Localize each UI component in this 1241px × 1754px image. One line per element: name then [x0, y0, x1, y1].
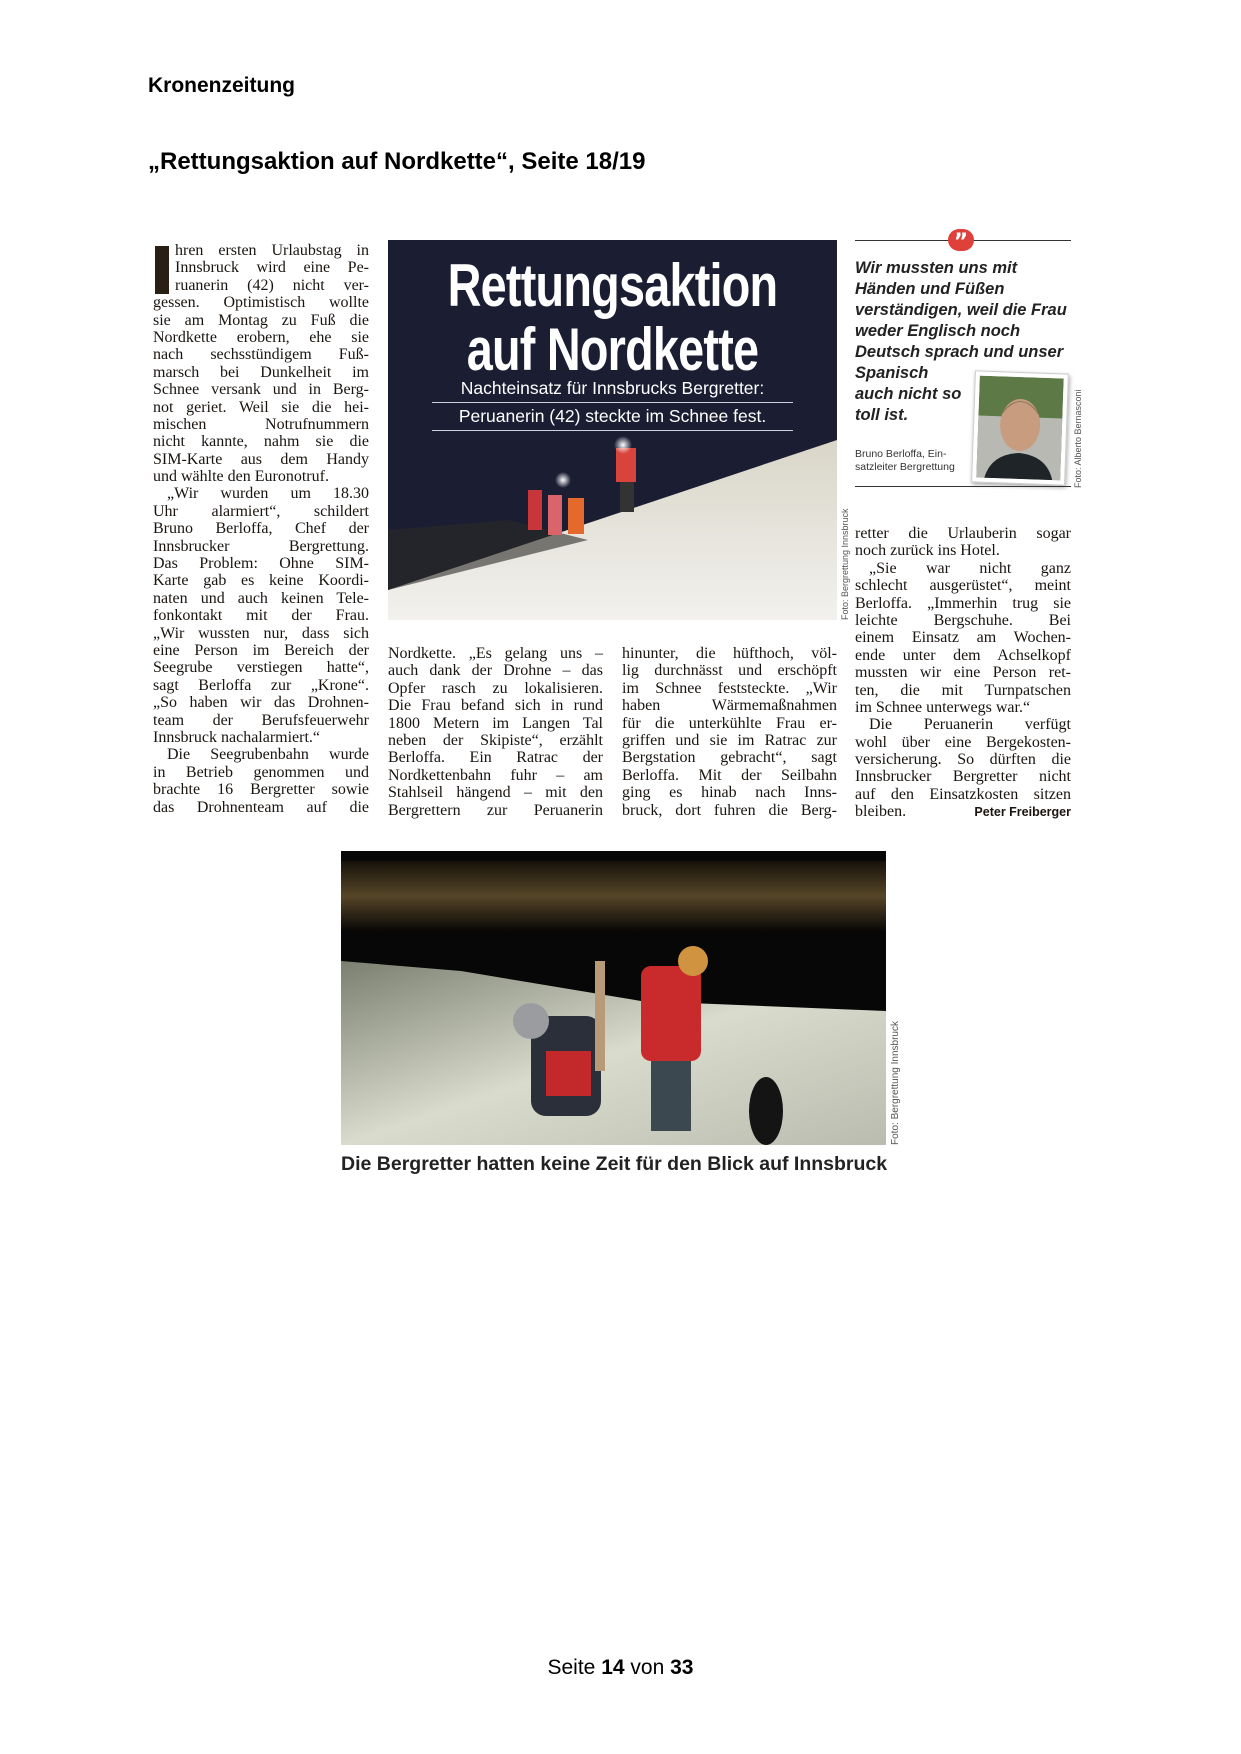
photo-caption: Die Bergretter hatten keine Zeit für den Blick auf Innsbruck: [341, 1153, 888, 1175]
text-line: und wählte den Euronotruf.: [153, 468, 329, 486]
text-line: nach sechsstündigem Fuß-: [153, 346, 369, 364]
text-line: Berloffa. Mit der Seilbahn: [622, 766, 837, 784]
footer-prefix: Seite: [547, 1656, 596, 1679]
text-line: Opfer rasch zu lokalisieren.: [388, 679, 603, 697]
text-line: das Drohnenteam auf die: [153, 798, 369, 816]
page-footer: [0, 1656, 1241, 1680]
text-line: hren ersten Urlaubstag in: [175, 242, 369, 259]
text-line: Innsbruck wird eine Pe-: [175, 259, 369, 277]
text-line: Nordkette erobern, ehe sie: [153, 328, 369, 346]
rescuers-night-photo: [341, 851, 886, 1145]
text-line: in Betrieb genommen und: [153, 763, 369, 781]
text-line: fonkontakt mit der Frau.: [153, 607, 369, 625]
bottom-photo: [341, 851, 886, 1145]
pull-quote: Wir mussten uns mit Händen und Füßen verständigen, weil die Frau weder Englisch noch Deutsch sprach und unser Spanisch auch nicht so toll ist.: [855, 259, 1067, 424]
text-line: „Wir wussten nur, dass sich: [153, 624, 369, 642]
text-line: ging es hinab nach Inns-: [622, 784, 837, 802]
text-line: Uhr alarmiert“, schildert: [153, 502, 369, 520]
text-line: Innsbruck nachalarmiert.“: [153, 728, 321, 746]
text-line: 1800 Metern im Langen Tal: [388, 714, 603, 732]
footer-middle: von: [630, 1656, 665, 1679]
text-line: Bergrettern zur Peruanerin: [388, 801, 603, 819]
footer-page-number: 14: [601, 1656, 625, 1679]
text-line: marsch bei Dunkelheit im: [153, 363, 369, 381]
article-column-4: [855, 525, 1071, 803]
portrait-photo: [971, 370, 1069, 485]
text-line: Die Frau befand sich in rund: [388, 697, 603, 715]
text-line: noch zurück ins Hotel.: [855, 542, 1000, 560]
text-line: lig durchnässt und erschöpft: [622, 662, 837, 680]
text-line: Bruno Berloffa, Chef der: [153, 520, 369, 538]
text-line: naten und auch keinen Tele-: [153, 589, 369, 607]
text-line: schlecht ausgerüstet“, meint: [855, 577, 1071, 595]
text-line: auch dank der Drohne – das: [388, 662, 603, 680]
article-column-2: [388, 645, 603, 819]
text-line: sie am Montag zu Fuß die: [153, 311, 369, 329]
text-line: griffen und sie im Ratrac zur: [622, 731, 837, 749]
text-line: Seegrube verstiegen hatte“,: [153, 659, 369, 677]
byline: Peter Freiberger: [974, 805, 1071, 819]
quote-bottom-divider: [855, 486, 1071, 487]
text-line: mussten wir eine Person ret-: [855, 664, 1071, 682]
text-line: „Wir wurden um 18.30: [167, 485, 369, 503]
text-line: team der Berufsfeuerwehr: [153, 711, 369, 729]
text-line: brachte 16 Bergretter sowie: [153, 781, 369, 799]
text-line: ruanerin (42) nicht ver-: [175, 276, 369, 294]
text-line: Innsbrucker Bergretter nicht: [855, 768, 1071, 786]
quote-author: Bruno Berloffa, Ein-satzleiter Bergrettung: [855, 448, 955, 473]
article-last-line: bleiben.: [855, 803, 907, 820]
text-line: not geriet. Weil sie die hei-: [153, 398, 369, 416]
text-line: Bergstation gebracht“, sagt: [622, 749, 837, 767]
hero-photo-credit: Foto: Bergrettung Innsbruck: [840, 508, 850, 620]
article-column-3: [622, 645, 837, 819]
text-line: Karte gab es keine Koordi-: [153, 572, 369, 590]
text-line: Berloffa. „Immerhin trug sie: [855, 594, 1071, 612]
portrait-illustration: [976, 376, 1064, 481]
text-line: Innsbrucker Bergrettung.: [153, 537, 369, 555]
bottom-photo-credit: Foto: Bergrettung Innsbruck: [890, 1021, 901, 1145]
text-line: Die Peruanerin verfügt: [869, 716, 1071, 734]
text-line: wohl über eine Bergekosten-: [855, 733, 1071, 751]
portrait-photo-credit: Foto: Alberto Bernasconi: [1073, 389, 1083, 488]
text-line: haben Wärmemaßnahmen: [622, 697, 837, 715]
hero-title: [437, 254, 787, 382]
text-line: einem Einsatz am Wochen-: [855, 629, 1071, 647]
text-line: bruck, dort fuhren die Berg-: [622, 801, 837, 819]
text-line: Berloffa. Ein Ratrac der: [388, 749, 603, 767]
text-line: SIM-Karte aus dem Handy: [153, 450, 369, 468]
text-line: leichte Bergschuhe. Bei: [855, 611, 1071, 629]
text-line: „So haben wir das Drohnen-: [153, 694, 369, 712]
publication-name: Kronenzeitung: [148, 74, 295, 97]
text-line: Schnee versank und in Berg-: [153, 381, 369, 399]
text-line: ten, die mit Turnpatschen: [855, 681, 1071, 699]
text-line: nicht kannte, nahm sie die: [153, 433, 369, 451]
text-line: Die Seegrubenbahn wurde: [167, 746, 369, 764]
text-line: eine Person im Bereich der: [153, 641, 369, 659]
article-ending: [855, 803, 1071, 821]
text-line: hinunter, die hüfthoch, völ-: [622, 645, 837, 662]
clipping-headline: „Rettungsaktion auf Nordkette“, Seite 18/19: [148, 148, 646, 175]
text-line: Stahlseil hängend – mit den: [388, 784, 603, 802]
text-line: gessen. Optimistisch wollte: [153, 294, 369, 312]
hero-title-line-2: auf Nordkette: [466, 316, 759, 383]
hero-subtitle-line-2: Peruanerin (42) steckte im Schnee fest.: [432, 406, 793, 431]
text-line: sagt Berloffa zur „Krone“.: [153, 676, 369, 694]
quote-marks-icon: ”: [948, 229, 974, 251]
text-line: versicherung. So dürften die: [855, 751, 1071, 769]
text-line: Nordkettenbahn fuhr – am: [388, 766, 603, 784]
text-line: auf den Einsatzkosten sitzen: [855, 785, 1071, 803]
text-line: neben der Skipiste“, erzählt: [388, 731, 603, 749]
hero-image: [388, 240, 837, 620]
text-line: ende unter dem Achselkopf: [855, 646, 1071, 664]
text-line: Nordkette. „Es gelang uns –: [388, 645, 603, 662]
article-column-1: [153, 242, 369, 816]
text-line: mischen Notrufnummern: [153, 415, 369, 433]
footer-total-pages: 33: [670, 1656, 694, 1679]
hero-subtitle-line-1: Nachteinsatz für Innsbrucks Bergretter:: [432, 378, 793, 403]
text-line: für die unterkühlte Frau er-: [622, 714, 837, 732]
hero-title-line-1: Rettungsaktion: [447, 252, 778, 319]
text-line: im Schnee feststeckte. „Wir: [622, 679, 837, 697]
text-line: retter die Urlauberin sogar: [855, 525, 1071, 542]
text-line: Das Problem: Ohne SIM-: [153, 555, 369, 573]
text-line: „Sie war nicht ganz: [869, 559, 1071, 577]
text-line: im Schnee unterwegs war.“: [855, 698, 1031, 716]
